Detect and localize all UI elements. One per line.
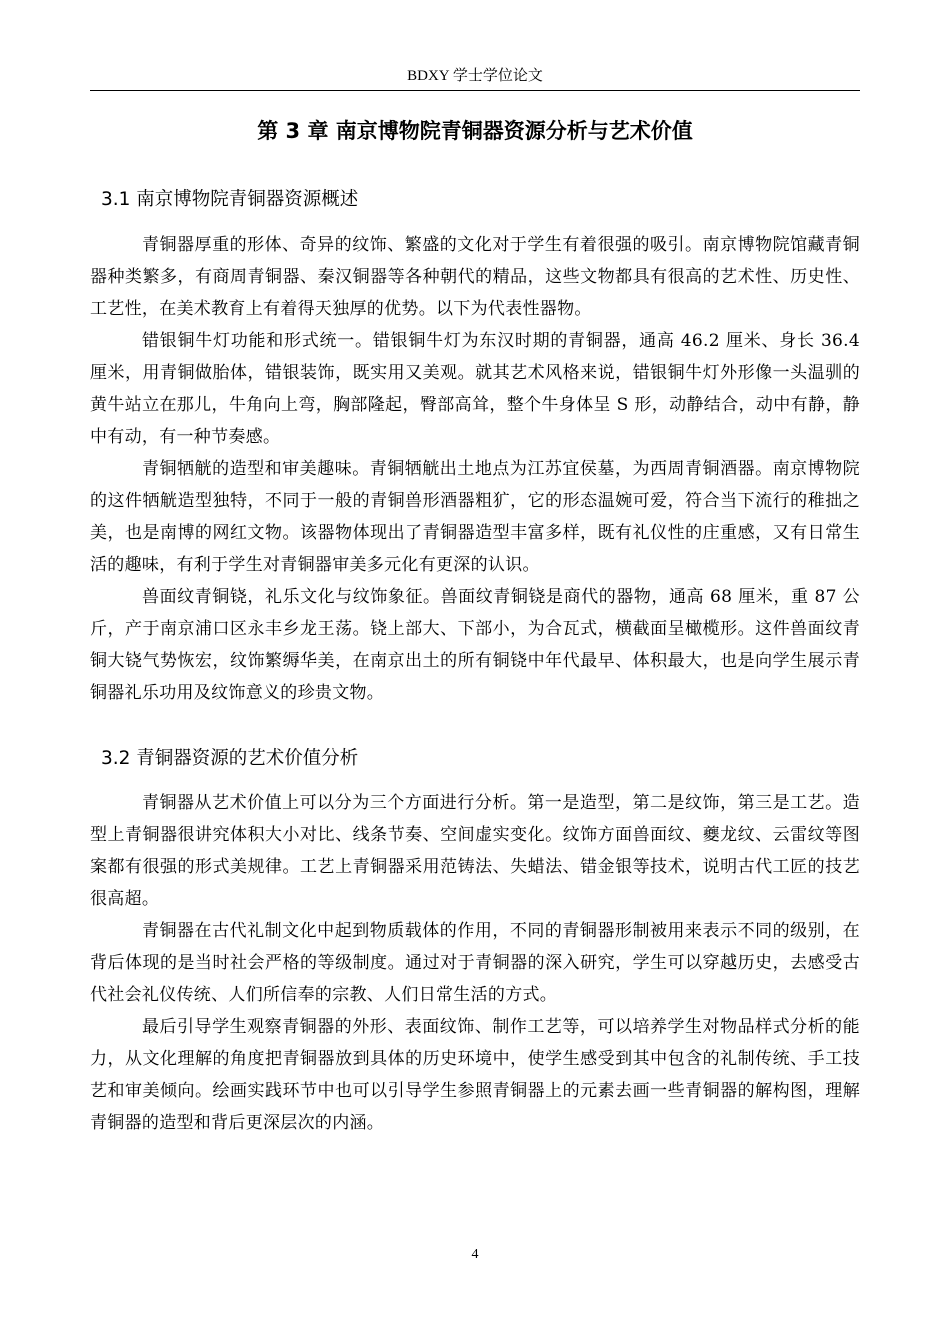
paragraph: 青铜器厚重的形体、奇异的纹饰、繁盛的文化对于学生有着很强的吸引。南京博物院馆藏青铜器种类繁多，有商周青铜器、秦汉铜器等各种朝代的精品，这些文物都具有很高的艺术性、历史性、工艺性，在美术教育上有着得天独厚的优势。以下为代表性器物。 [90,235,860,319]
paragraph: 最后引导学生观察青铜器的外形、表面纹饰、制作工艺等，可以培养学生对物品样式分析的能力，从文化理解的角度把青铜器放到具体的历史环境中，使学生感受到其中包含的礼制传统、手工技艺和审美倾向。绘画实践环节中也可以引导学生参照青铜器上的元素去画一些青铜器的解构图，理解青铜器的造型和背后更深层次的内涵。 [90,1017,860,1133]
paragraph: 错银铜牛灯功能和形式统一。错银铜牛灯为东汉时期的青铜器，通高 46.2 厘米、身长 36.4 厘米，用青铜做胎体，错银装饰，既实用又美观。就其艺术风格来说，错银铜牛灯外形像一头温驯的黄牛站立在那儿，牛角向上弯，胸部隆起，臀部高耸，整个牛身体呈 S 形，动静结合，动中有静，静中有动，有一种节奏感。 [90,331,860,447]
page-number: 4 [471,1247,479,1262]
chapter-title: 第 3 章 南京博物院青铜器资源分析与艺术价值 [257,119,693,143]
paragraph: 兽面纹青铜铙，礼乐文化与纹饰象征。兽面纹青铜铙是商代的器物，通高 68 厘米，重 87 公斤，产于南京浦口区永丰乡龙王荡。铙上部大、下部小，为合瓦式，横截面呈橄榄形。这件兽面纹青铜大铙气势恢宏，纹饰繁缛华美，在南京出土的所有铜铙中年代最早、体积最大，也是向学生展示青铜器礼乐功用及纹饰意义的珍贵文物。 [90,587,860,703]
section-title-3-1: 3.1 南京博物院青铜器资源概述 [101,189,359,210]
paragraph: 青铜器在古代礼制文化中起到物质载体的作用，不同的青铜器形制被用来表示不同的级别，在背后体现的是当时社会严格的等级制度。通过对于青铜器的深入研究，学生可以穿越历史，去感受古代社会礼仪传统、人们所信奉的宗教、人们日常生活的方式。 [90,921,860,1005]
section-body-3-1 [90,229,860,709]
header-rule [90,90,860,91]
running-header: BDXY 学士学位论文 [407,68,543,84]
paragraph: 青铜器从艺术价值上可以分为三个方面进行分析。第一是造型，第二是纹饰，第三是工艺。造型上青铜器很讲究体积大小对比、线条节奏、空间虚实变化。纹饰方面兽面纹、夔龙纹、云雷纹等图案都有很强的形式美规律。工艺上青铜器采用范铸法、失蜡法、错金银等技术，说明古代工匠的技艺很高超。 [90,793,860,909]
paragraph: 青铜牺觥的造型和审美趣味。青铜牺觥出土地点为江苏宜侯墓，为西周青铜酒器。南京博物院的这件牺觥造型独特，不同于一般的青铜兽形酒器粗犷，它的形态温婉可爱，符合当下流行的稚拙之美，也是南博的网红文物。该器物体现出了青铜器造型丰富多样，既有礼仪性的庄重感，又有日常生活的趣味，有利于学生对青铜器审美多元化有更深的认识。 [90,459,860,575]
section-body-3-2 [90,787,860,1139]
section-title-3-2: 3.2 青铜器资源的艺术价值分析 [101,748,359,769]
